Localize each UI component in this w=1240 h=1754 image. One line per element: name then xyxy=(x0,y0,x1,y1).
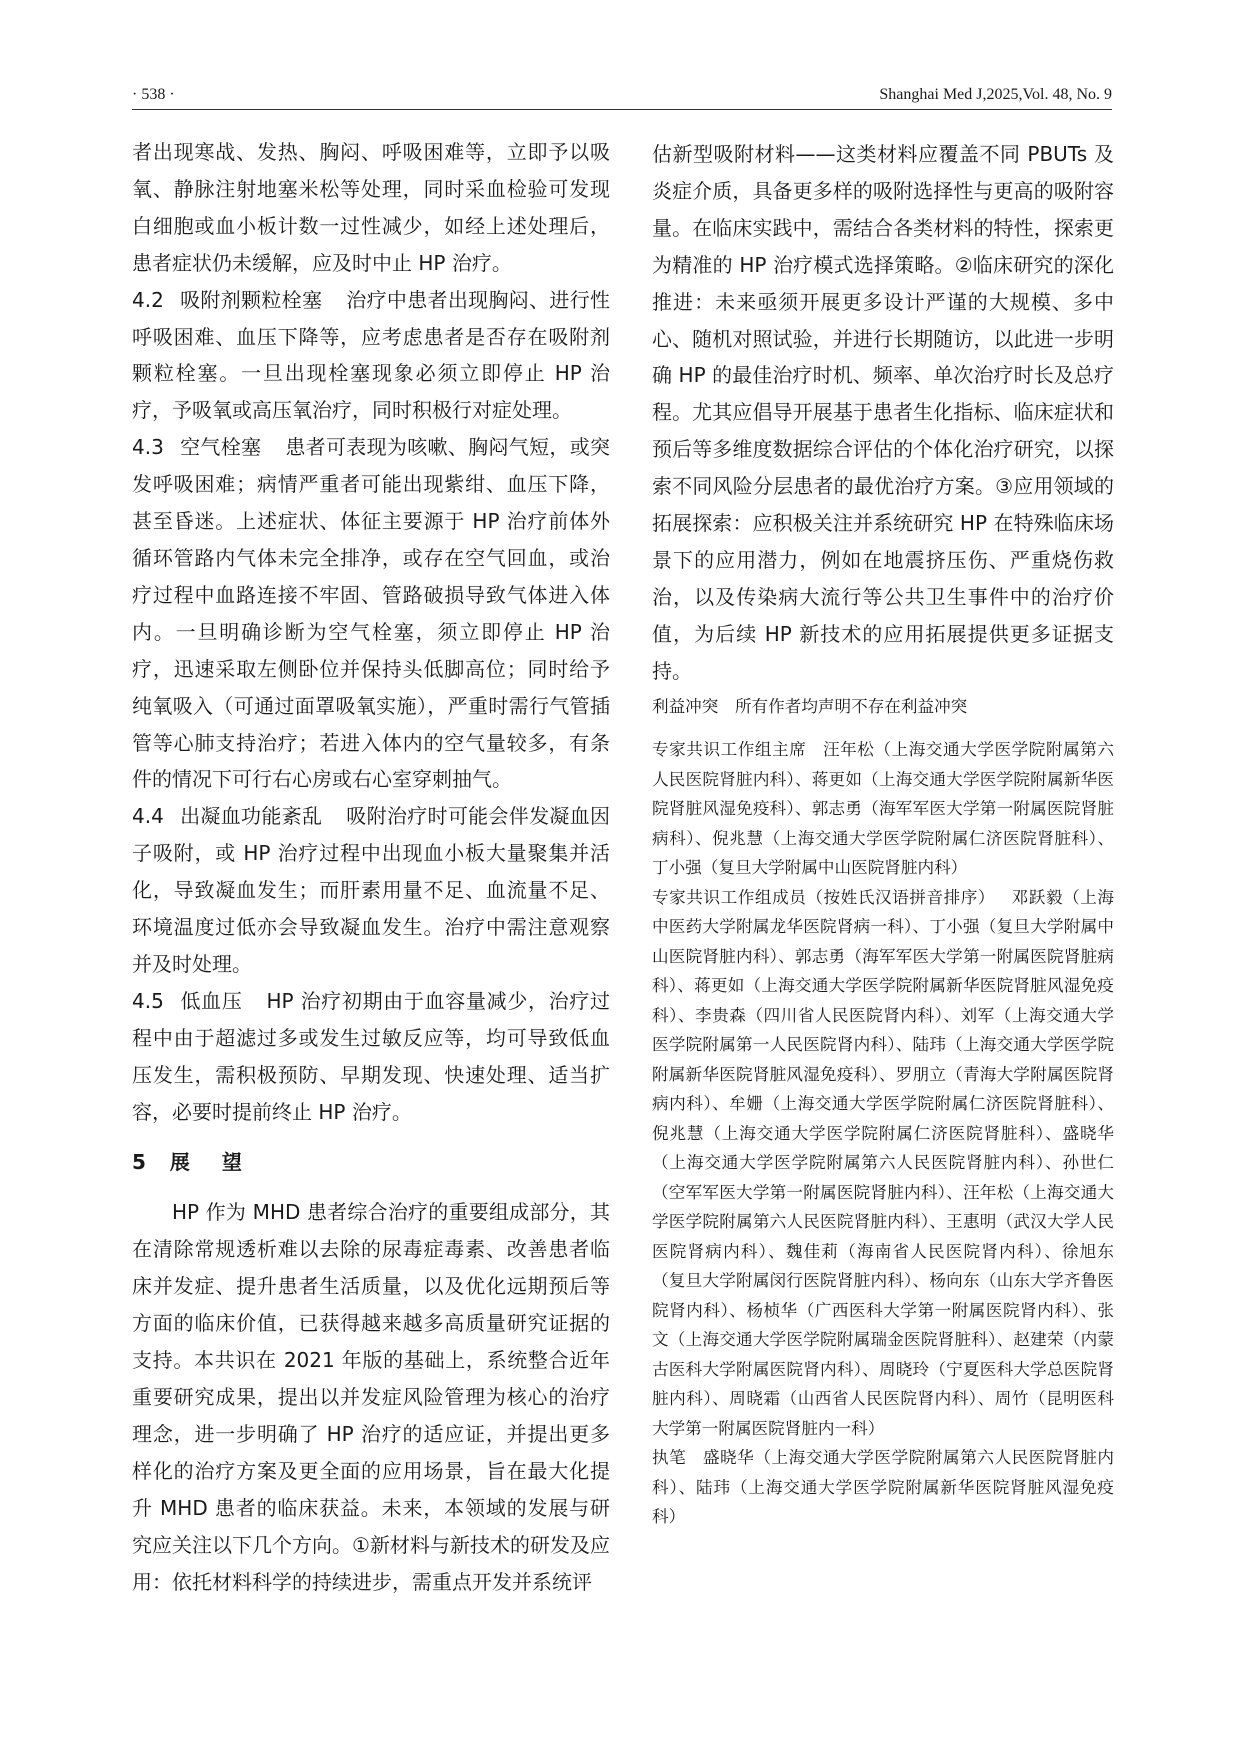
right-column xyxy=(652,136,1114,1532)
section-heading: 展望 xyxy=(169,1150,274,1175)
section-number: 4.2 xyxy=(132,287,164,312)
section-4-2 xyxy=(132,282,610,430)
chair-label: 专家共识工作组主席 xyxy=(652,740,807,760)
left-column xyxy=(132,134,610,1600)
section-4-5 xyxy=(132,983,610,1131)
section-number: 5 xyxy=(132,1150,146,1175)
section-number: 4.3 xyxy=(132,435,164,460)
journal-citation: Shanghai Med J,2025,Vol. 48, No. 9 xyxy=(879,86,1112,103)
section-text: 患者可表现为咳嗽、胸闷气短，或突发呼吸困难；病情严重者可能出现紫绀、血压下降，甚至昏迷。上述症状、体征主要源于 HP 治疗前体外循环管路内气体未完全排净，或存在空气回血，或治疗过程中血路连接不牢固、管路破损导致气体进入体内。一旦明确诊断为空气栓塞，须立即停止 HP 治疗，迅速采取左侧卧位并保持头低脚高位；同时给予纯氧吸入（可通过面罩吸氧实施），严重时需行气管插管等心肺支持治疗；若进入体内的空气量较多，有条件的情况下可行右心房或右心室穿刺抽气。 xyxy=(132,435,610,792)
members-text: 邓跃毅（上海中医药大学附属龙华医院肾病一科）、丁小强（复旦大学附属中山医院肾脏内科）、郭志勇（海军军医大学第一附属医院肾脏病科）、蒋更如（上海交通大学医学院附属新华医院肾脏风湿免疫科）、李贵森（四川省人民医院肾内科）、刘军（上海交通大学医学院附属第一人民医院肾内科）、陆玮（上海交通大学医学院附属新华医院肾脏风湿免疫科）、罗朋立（青海大学附属医院肾病内科）、牟姗（上海交通大学医学院附属仁济医院肾脏科）、倪兆慧（上海交通大学医学院附属仁济医院肾脏科）、盛晓华（上海交通大学医学院附属第六人民医院肾脏内科）、孙世仁（空军军医大学第一附属医院肾脏内科）、汪年松（上海交通大学医学院附属第六人民医院肾脏内科）、王惠明（武汉大学人民医院肾病内科）、魏佳莉（海南省人民医院肾内科）、徐旭东（复旦大学附属闵行医院肾脏内科）、杨向东（山东大学齐鲁医院肾内科）、杨桢华（广西医科大学第一附属医院肾内科）、张文（上海交通大学医学院附属瑞金医院肾脏科）、赵建荣（内蒙古医科大学附属医院肾内科）、周晓玲（宁夏医科大学总医院肾脏内科）、周晓霜（山西省人民医院肾内科）、周竹（昆明医科大学第一附属医院肾脏内一科） xyxy=(652,887,1115,1438)
working-group-chair xyxy=(652,735,1114,883)
section-heading: 吸附剂颗粒栓塞 xyxy=(179,287,323,312)
section-4-4 xyxy=(132,798,610,983)
outlook-continued: 估新型吸附材料——这类材料应覆盖不同 PBUTs 及炎症介质，具备更多样的吸附选择性与更高的吸附容量。在临床实践中，需结合各类材料的特性，探索更为精准的 HP 治疗模式选择策略。②临床研究的深化推进：未来亟须开展更多设计严谨的大规模、多中心、随机对照试验，并进行长期随访，以此进一步明确 HP 的最佳治疗时机、频率、单次治疗时长及总疗程。尤其应倡导开展基于患者生化指标、临床症状和预后等多维度数据综合评估的个体化治疗研究，以探索不同风险分层患者的最优治疗方案。③应用领域的拓展探索：应积极关注并系统研究 HP 在特殊临床场景下的应用潜力，例如在地震挤压伤、严重烧伤救治，以及传染病大流行等公共卫生事件中的治疗价值，为后续 HP 新技术的应用拓展提供更多证据支持。 xyxy=(652,142,1114,683)
spacer xyxy=(652,721,1114,735)
writer-text: 盛晓华（上海交通大学医学院附属第六人民医院肾脏内科）、陆玮（上海交通大学医学院附属新华医院肾脏风湿免疫科） xyxy=(652,1448,1115,1527)
section-heading: 出凝血功能紊乱 xyxy=(179,804,323,829)
coi-text: 所有作者均声明不存在利益冲突 xyxy=(734,696,968,716)
section-number: 4.5 xyxy=(132,988,164,1013)
section-heading: 空气栓塞 xyxy=(179,435,262,460)
outlook-paragraph: HP 作为 MHD 患者综合治疗的重要组成部分，其在清除常规透析难以去除的尿毒症毒素、改善患者临床并发症、提升患者生活质量，以及优化远期预后等方面的临床价值，已获得越来越多高质量研究证据的支持。本共识在 2021 年版的基础上，系统整合近年重要研究成果，提出以并发症风险管理为核心的治疗理念，进一步明确了 HP 治疗的适应证，并提出更多样化的治疗方案及更全面的应用场景，旨在最大化提升 MHD 患者的临床获益。未来，本领域的发展与研究应关注以下几个方向。①新材料与新技术的研发及应用：依托材料科学的持续进步，需重点开发并系统评 xyxy=(132,1200,610,1594)
writer-label: 执笔 xyxy=(652,1448,687,1468)
section-text: 治疗中患者出现胸闷、进行性呼吸困难、血压下降等，应考虑患者是否存在吸附剂颗粒栓塞。一旦出现栓塞现象必须立即停止 HP 治疗，予吸氧或高压氧治疗，同时积极行对症处理。 xyxy=(132,287,611,423)
section-heading: 低血压 xyxy=(179,988,243,1013)
intro-paragraph: 者出现寒战、发热、胸闷、呼吸困难等，立即予以吸氧、静脉注射地塞米松等处理，同时采血检验可发现白细胞或血小板计数一过性减少，如经上述处理后，患者症状仍未缓解，应及时中止 HP 治疗。 xyxy=(132,140,610,275)
coi-label: 利益冲突 xyxy=(652,696,719,716)
section-text: 吸附治疗时可能会伴发凝血因子吸附，或 HP 治疗过程中出现血小板大量聚集并活化，导致凝血发生；而肝素用量不足、血流量不足、环境温度过低亦会导致凝血发生。治疗中需注意观察并及时处理。 xyxy=(132,804,611,976)
writers xyxy=(652,1443,1114,1532)
members-label: 专家共识工作组成员（按姓氏汉语拼音排序） xyxy=(652,887,996,907)
chair-text: 汪年松（上海交通大学医学院附属第六人民医院肾脏内科）、蒋更如（上海交通大学医学院附属新华医院肾脏风湿免疫科）、郭志勇（海军军医大学第一附属医院肾脏病科）、倪兆慧（上海交通大学医学院附属仁济医院肾脏科）、丁小强（复旦大学附属中山医院肾脏内科） xyxy=(652,740,1115,878)
working-group-members xyxy=(652,883,1114,1444)
section-number: 4.4 xyxy=(132,804,164,829)
section-5-title xyxy=(132,1144,610,1180)
conflict-of-interest xyxy=(652,692,1114,722)
section-4-3 xyxy=(132,429,610,798)
section-text: HP 治疗初期由于血容量减少，治疗过程中由于超滤过多或发生过敏反应等，均可导致低血压发生，需积极预防、早期发现、快速处理、适当扩容，必要时提前终止 HP 治疗。 xyxy=(132,988,610,1124)
page-number: · 538 · xyxy=(132,86,175,103)
header-rule xyxy=(132,109,1112,110)
